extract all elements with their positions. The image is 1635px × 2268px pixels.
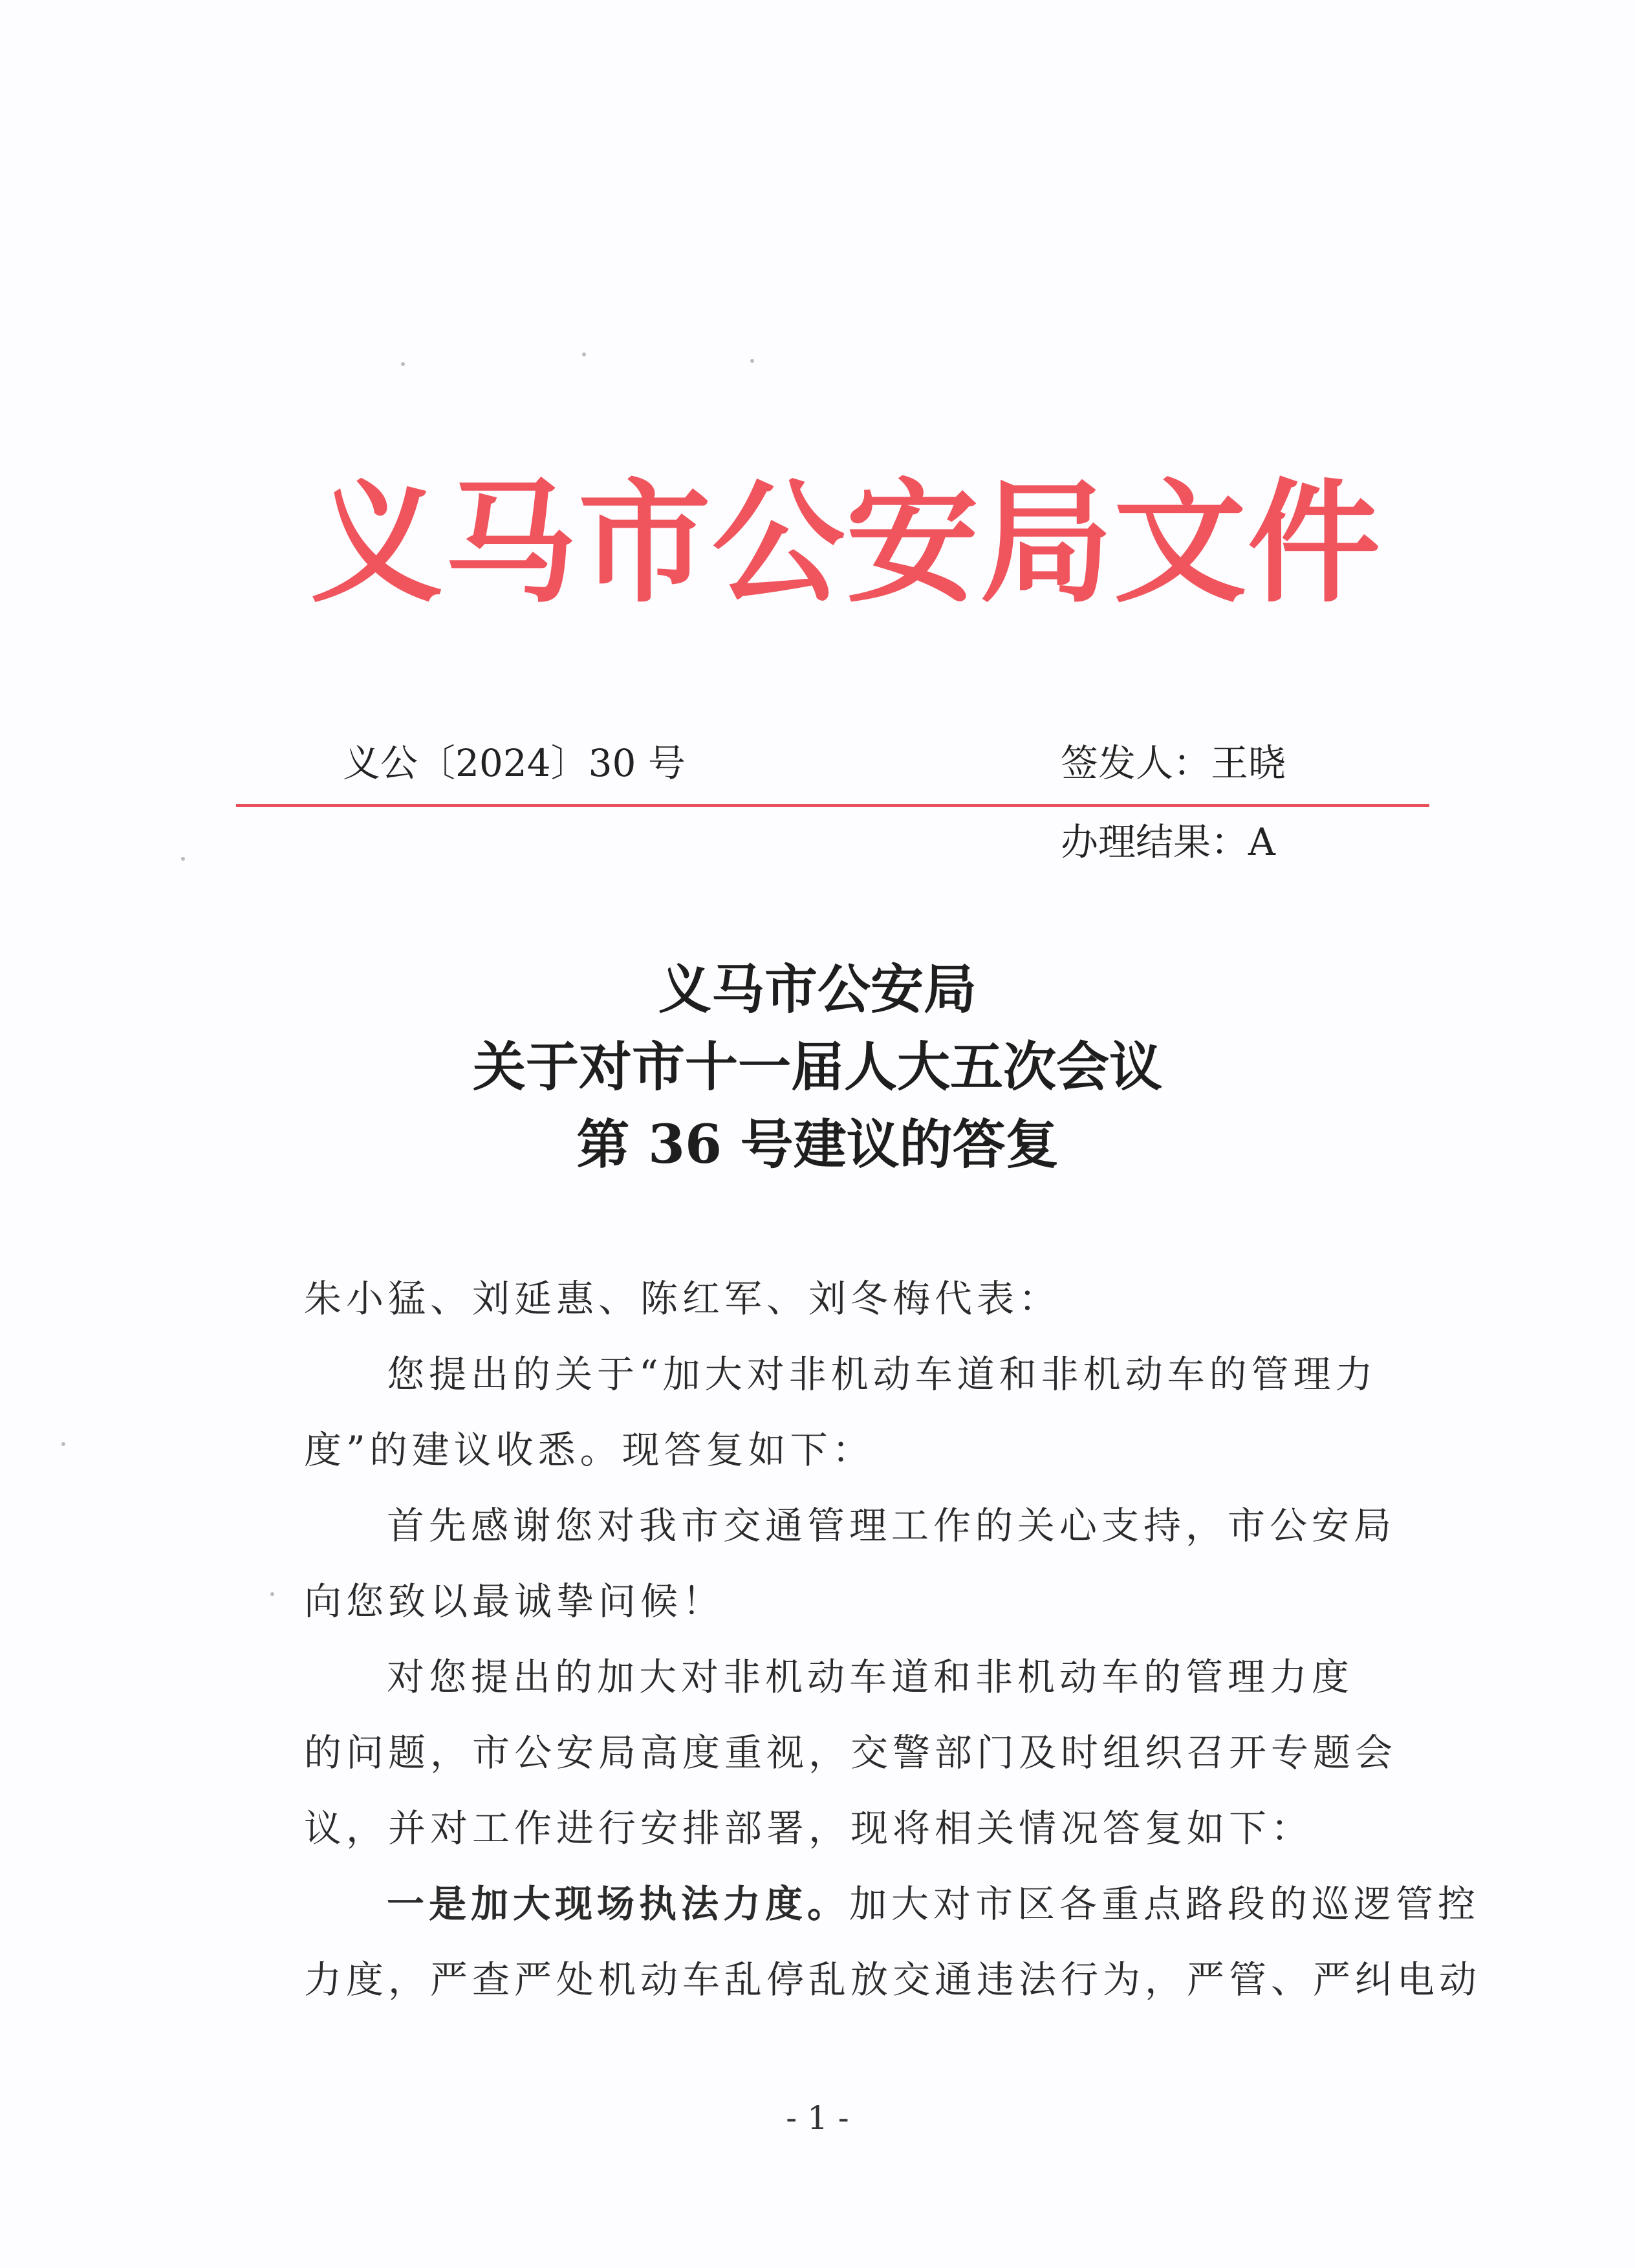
title-line-3: 第 36 号建议的答复 — [576, 1114, 1059, 1176]
paragraph-3-line-3: 议，并对工作进行安排部署，现将相关情况答复如下： — [304, 1806, 1314, 1850]
paragraph-2-line-1: 首先感谢您对我市交通管理工作的关心支持，市公安局 — [387, 1504, 1396, 1548]
signer: 签发人：王晓 — [1061, 741, 1286, 785]
processing-result: 办理结果：A — [1061, 820, 1275, 864]
paragraph-4-heading: 一是加大现场执法力度。 — [387, 1882, 850, 1926]
paragraph-2-line-2: 向您致以最诚挚问候！ — [304, 1579, 725, 1623]
document-body — [304, 1261, 1482, 2018]
scan-speck — [750, 359, 754, 363]
paragraph-4-line-1-text: 加大对市区各重点路段的巡逻管控 — [849, 1882, 1480, 1926]
scan-speck — [61, 1442, 65, 1446]
scan-speck — [181, 857, 185, 861]
title-line-1: 义马市公安局 — [658, 958, 977, 1021]
scan-speck — [582, 352, 586, 356]
document-title — [235, 951, 1400, 1183]
page-number: - 1 - — [786, 2099, 849, 2137]
title-line-2: 关于对市十一届人大五次会议 — [472, 1036, 1162, 1098]
scan-speck — [401, 362, 405, 366]
paragraph-4-line-2: 力度，严查严处机动车乱停乱放交通违法行为，严管、严纠电动 — [304, 1958, 1482, 2002]
masthead-title: 义马市公安局文件 — [310, 466, 1381, 621]
paragraph-1-line-2: 度”的建议收悉。现答复如下： — [304, 1428, 874, 1472]
paragraph-4-line-1 — [304, 1866, 1480, 1942]
paragraph-3-line-2: 的问题，市公安局高度重视，交警部门及时组织召开专题会 — [304, 1731, 1398, 1775]
scan-speck — [270, 1592, 274, 1596]
document-number: 义公〔2024〕30 号 — [343, 741, 686, 785]
red-divider-line — [236, 804, 1429, 807]
paragraph-1-line-1: 您提出的关于“加大对非机动车道和非机动车的管理力 — [387, 1352, 1378, 1396]
paragraph-3-line-1: 对您提出的加大对非机动车道和非机动车的管理力度 — [387, 1655, 1354, 1699]
salutation: 朱小猛、刘延惠、陈红军、刘冬梅代表： — [304, 1277, 1061, 1321]
